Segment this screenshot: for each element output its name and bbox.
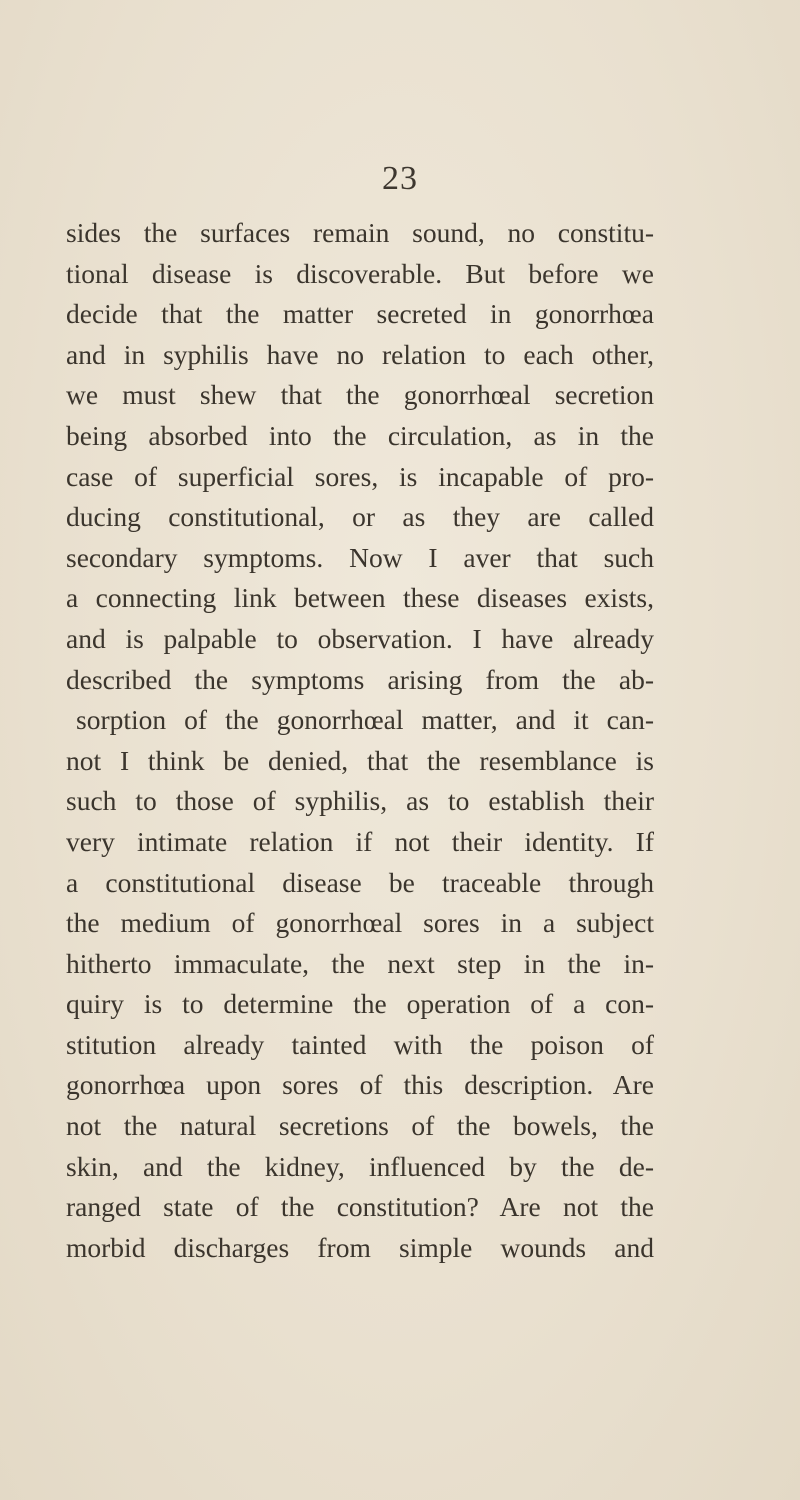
text-line: such to those of syphilis, as to establish their bbox=[66, 785, 654, 817]
text-line: very intimate relation if not their identity. If bbox=[66, 825, 654, 857]
text-line: a constitutional disease be traceable through bbox=[66, 866, 654, 898]
text-line: secondary symptoms. Now I aver that such bbox=[66, 541, 654, 573]
text-line: ranged state of the constitution? Are not the bbox=[66, 1191, 654, 1223]
text-line: quiry is to determine the operation of a con- bbox=[66, 988, 654, 1020]
text-line: sides the surfaces remain sound, no constitu- bbox=[66, 217, 654, 248]
text-line: gonorrhœa upon sores of this description. Are bbox=[66, 1069, 654, 1101]
text-line: not I think be denied, that the resemblance is bbox=[66, 744, 654, 776]
text-line: case of superficial sores, is incapable of pro- bbox=[66, 460, 654, 492]
text-line: stitution already tainted with the poison of bbox=[66, 1028, 654, 1060]
body-text bbox=[66, 213, 654, 1268]
text-line: skin, and the kidney, influenced by the de- bbox=[66, 1150, 654, 1182]
text-line: tional disease is discoverable. But before we bbox=[66, 257, 654, 289]
text-line: hitherto immaculate, the next step in the in- bbox=[66, 947, 654, 979]
text-line: the medium of gonorrhœal sores in a subject bbox=[66, 907, 654, 939]
text-line: described the symptoms arising from the ab- bbox=[66, 663, 654, 695]
text-line: we must shew that the gonorrhœal secretion bbox=[66, 379, 654, 411]
page-number: 23 bbox=[382, 160, 418, 197]
text-line: not the natural secretions of the bowels, the bbox=[66, 1110, 654, 1142]
text-line: being absorbed into the circulation, as in the bbox=[66, 419, 654, 451]
text-line: and in syphilis have no relation to each other, bbox=[66, 338, 654, 370]
text-line: and is palpable to observation. I have already bbox=[66, 622, 654, 654]
text-line: decide that the matter secreted in gonorrhœa bbox=[66, 298, 654, 330]
text-line: a connecting link between these diseases exists, bbox=[66, 582, 654, 614]
text-line: morbid discharges from simple wounds and bbox=[66, 1231, 654, 1263]
text-line: sorption of the gonorrhœal matter, and it can- bbox=[76, 704, 654, 736]
text-line: ducing constitutional, or as they are called bbox=[66, 501, 654, 533]
